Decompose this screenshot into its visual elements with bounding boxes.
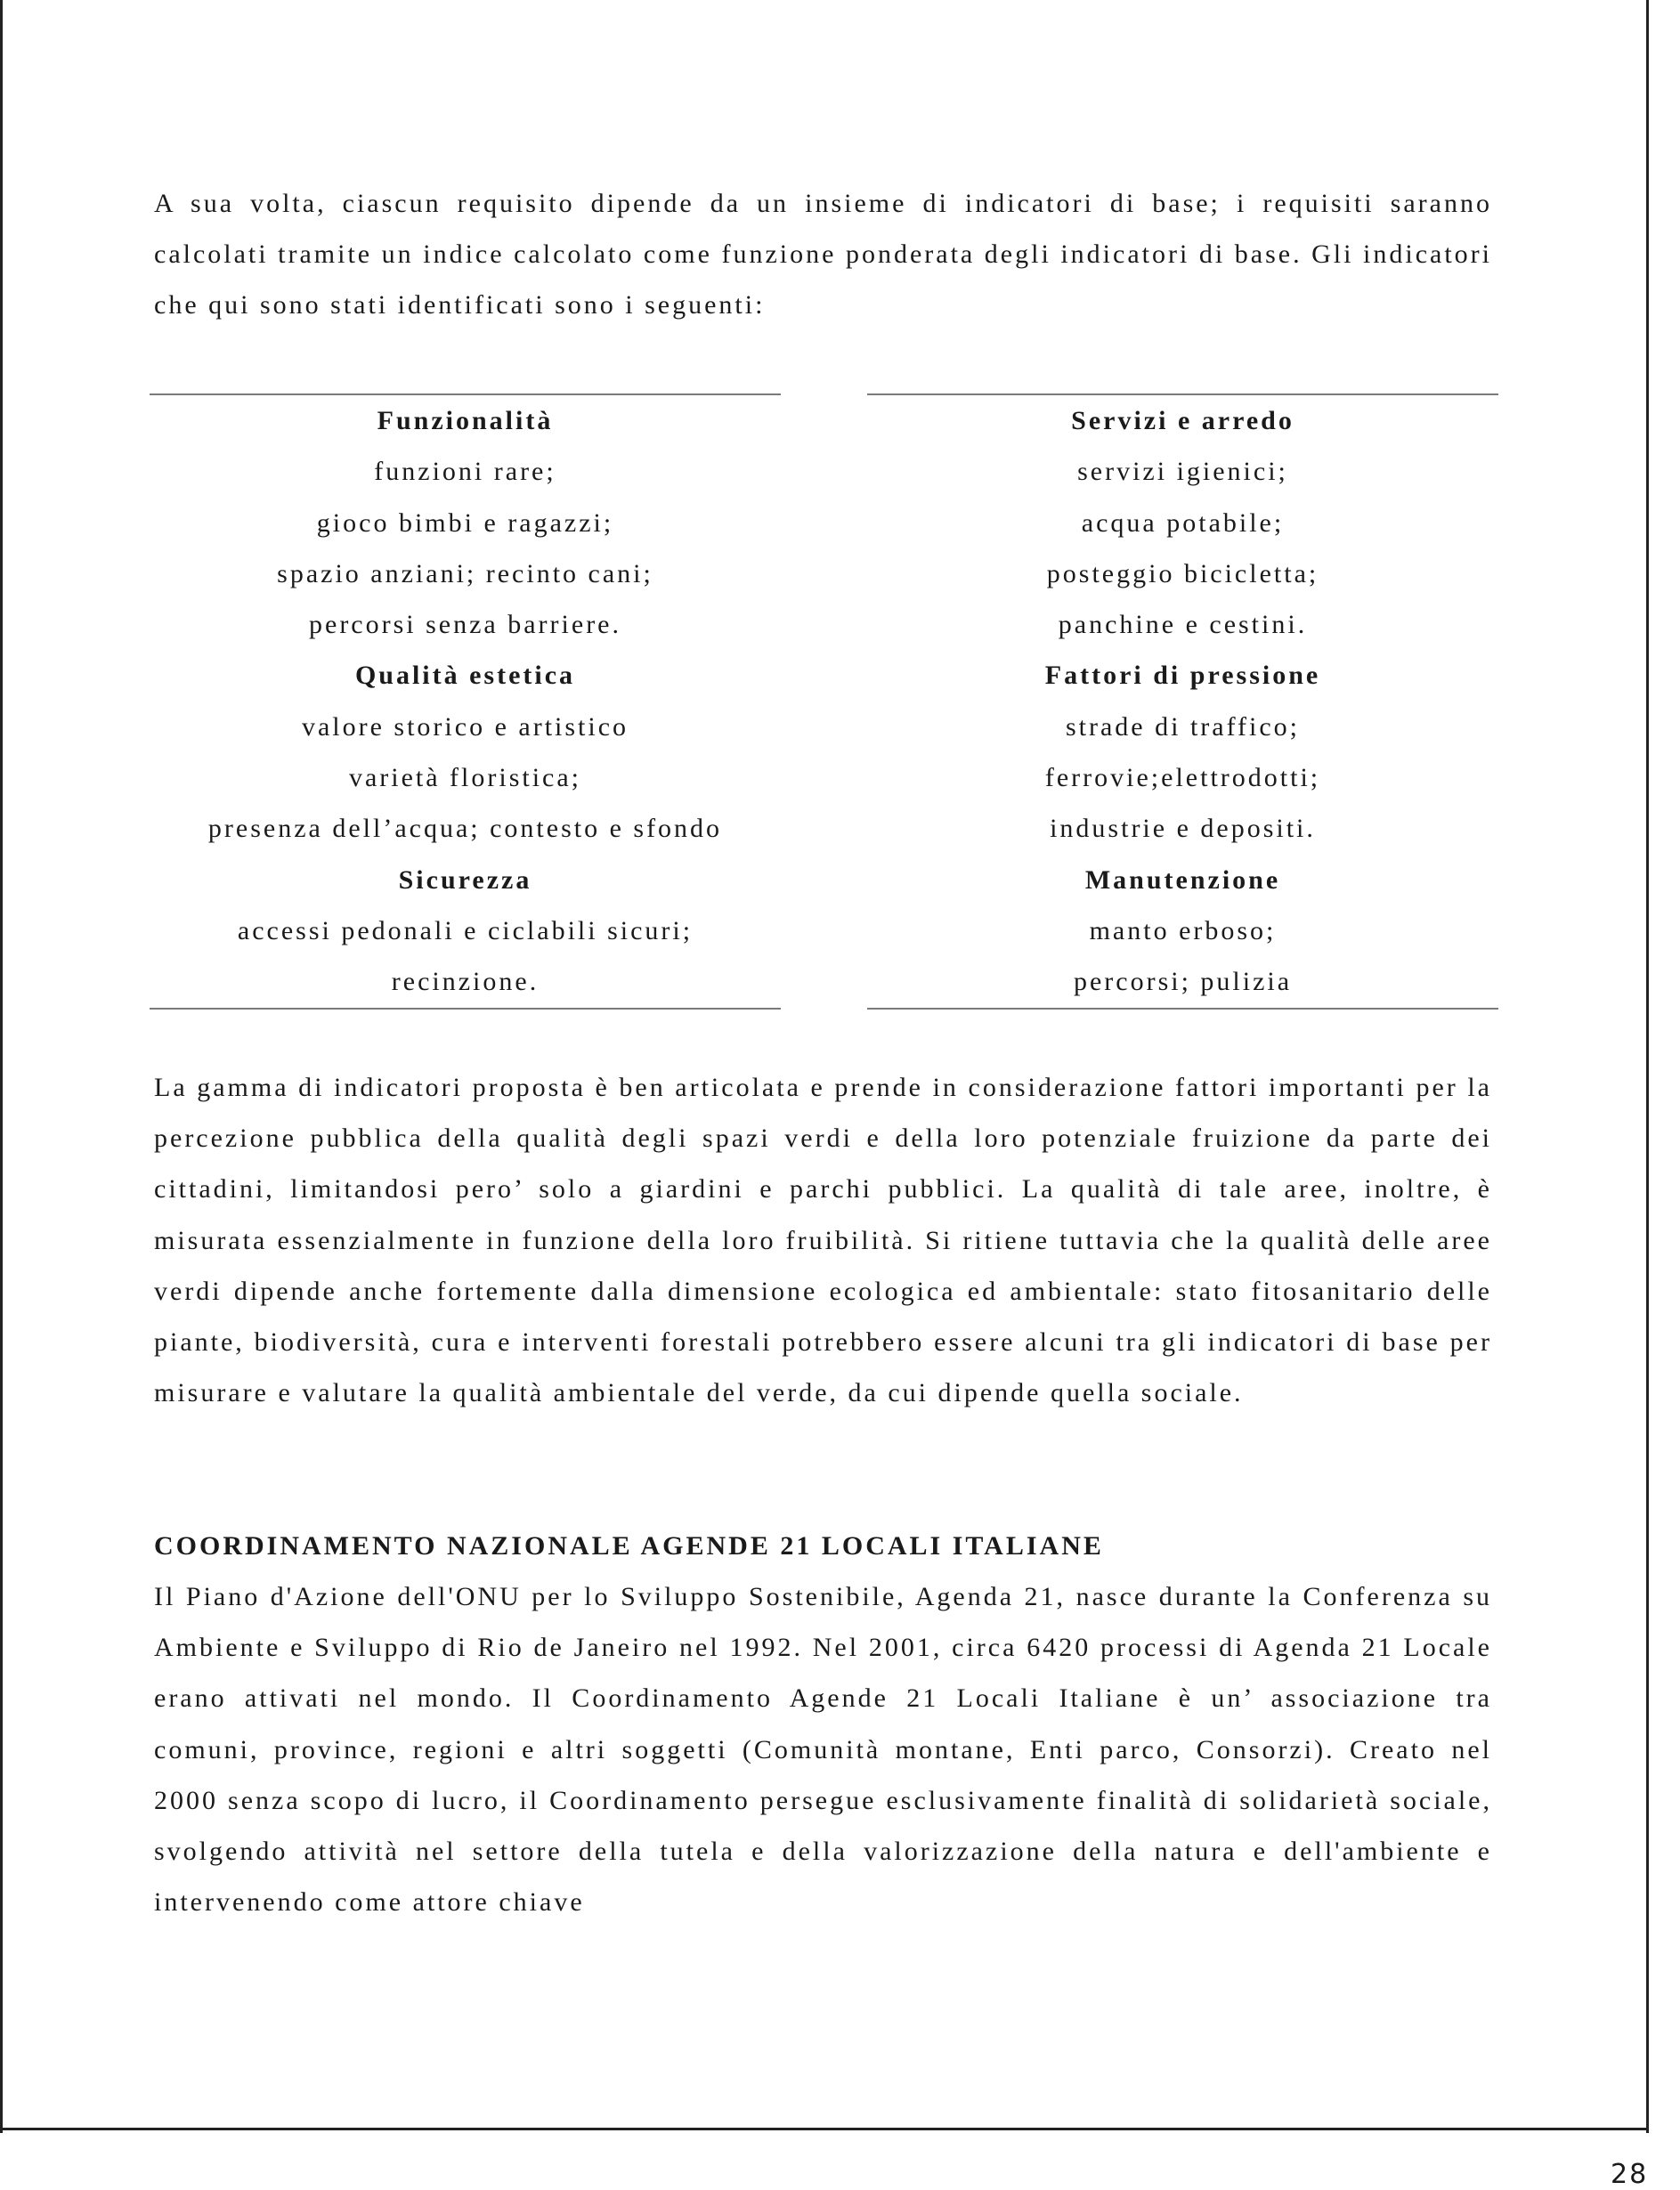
indicator-item: recinzione. bbox=[391, 967, 540, 997]
section-heading: COORDINAMENTO NAZIONALE AGENDE 21 LOCALI ITALIANE bbox=[154, 1531, 1104, 1561]
page-border-left bbox=[0, 0, 3, 2133]
indicator-item: servizi igienici; bbox=[1077, 457, 1288, 487]
indicator-item: panchine e cestini. bbox=[1058, 610, 1308, 640]
indicator-item: industrie e depositi. bbox=[1050, 814, 1316, 844]
indicator-item: posteggio bicicletta; bbox=[1046, 558, 1319, 588]
group-heading: Manutenzione bbox=[1084, 864, 1281, 895]
group-heading: Servizi e arredo bbox=[1071, 406, 1294, 435]
indicator-item: percorsi senza barriere. bbox=[309, 610, 621, 640]
group-heading: Funzionalità bbox=[377, 406, 554, 435]
page-border-right bbox=[1646, 0, 1649, 2133]
indicator-item: presenza dell’acqua; contesto e sfondo bbox=[207, 814, 723, 844]
indicator-item: strade di traffico; bbox=[1065, 711, 1301, 742]
indicator-item: accessi pedonali e ciclabili sicuri; bbox=[237, 915, 694, 945]
indicator-item: varietà floristica; bbox=[348, 763, 582, 793]
indicator-item: funzioni rare; bbox=[374, 457, 556, 487]
group-heading: Fattori di pressione bbox=[1044, 661, 1321, 691]
intro-paragraph: A sua volta, ciascun requisito dipende da un insieme di indicatori di base; i requisiti saranno calcolati tramite un indice calcolato come funzione ponderata degli indicatori di base. Gli indicatori che qui sono stati identificati sono i seguenti: bbox=[154, 189, 1492, 320]
group-heading: Sicurezza bbox=[398, 864, 532, 895]
indicator-item: gioco bimbi e ragazzi; bbox=[316, 507, 614, 538]
indicator-item: valore storico e artistico bbox=[301, 711, 629, 742]
document-page bbox=[154, 178, 1649, 2190]
discussion-paragraph: La gamma di indicatori proposta è ben articolata e prende in considerazione fattori importanti per la percezione pubblica della qualità degli spazi verdi e della loro potenziale fruizione da parte dei cittadini, limitandosi pero’ solo a giardini e parchi pubblici. La qualità di tale aree, inoltre, è misurata essenzialmente in funzione della loro fruibilità. Si ritiene tuttavia che la qualità delle aree verdi dipende anche fortemente dalla dimensione ecologica ed ambientale: stato fitosanitario delle piante, biodiversità, cura e interventi forestali potrebbero essere alcuni tra gli indicatori di base per misurare e valutare la qualità ambientale del verde, da cui dipende quella sociale. bbox=[154, 1073, 1492, 1408]
indicator-table-left bbox=[150, 393, 781, 1010]
page-number: 28 bbox=[1611, 2159, 1649, 2190]
section-paragraph: Il Piano d'Azione dell'ONU per lo Sviluppo Sostenibile, Agenda 21, nasce durante la Conferenza su Ambiente e Sviluppo di Rio de Janeiro nel 1992. Nel 2001, circa 6420 processi di Agenda 21 Locale erano attivati nel mondo. Il Coordinamento Agende 21 Locali Italiane è un’ associazione tra comuni, province, regioni e altri soggetti (Comunità montane, Enti parco, Consorzi). Creato nel 2000 senza scopo di lucro, il Coordinamento persegue esclusivamente finalità di solidarietà sociale, svolgendo attività nel settore della tutela e della valorizzazione della natura e dell'ambiente e intervenendo come attore chiave bbox=[154, 1582, 1492, 1918]
indicator-item: acqua potabile; bbox=[1081, 507, 1285, 538]
indicator-item: percorsi; pulizia bbox=[1073, 967, 1293, 997]
indicator-table-right bbox=[867, 393, 1498, 1010]
indicator-item: ferrovie;elettrodotti; bbox=[1044, 763, 1321, 793]
page-border-bottom bbox=[0, 2128, 1649, 2130]
indicator-item: spazio anziani; recinto cani; bbox=[277, 558, 653, 588]
group-heading: Qualità estetica bbox=[354, 661, 576, 691]
indicator-tables bbox=[150, 393, 1497, 1017]
indicator-item: manto erboso; bbox=[1089, 915, 1277, 945]
